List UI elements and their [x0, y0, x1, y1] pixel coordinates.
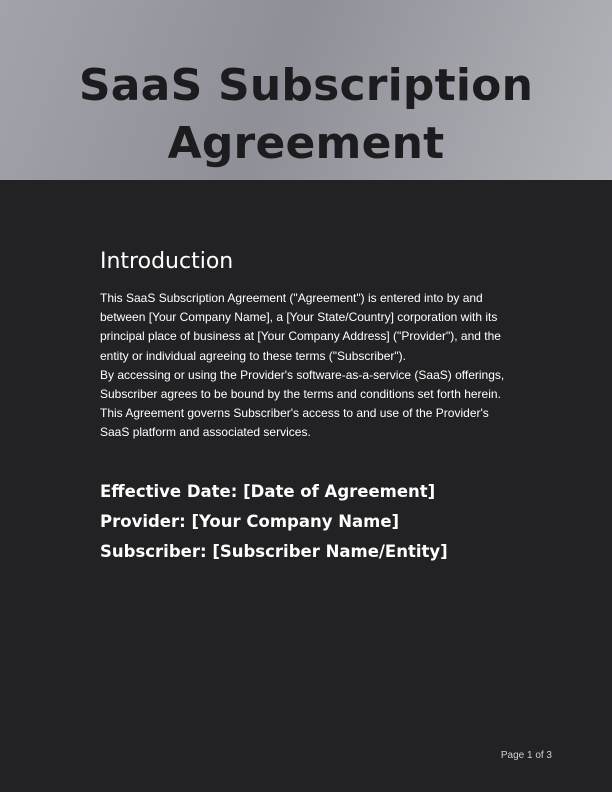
introduction-paragraph-2: By accessing or using the Provider's software-as-a-service (SaaS) offerings, Subscriber agrees to be bound by the terms and conditions set forth herein. This Agreement governs Subscriber's access to and use of the Provider's SaaS platform and associated services.: [100, 367, 505, 440]
subscriber-name: Subscriber: [Subscriber Name/Entity]: [100, 541, 448, 561]
introduction-paragraph-1: This SaaS Subscription Agreement ("Agreement") is entered into by and between [Your Company Name], a [Your State/Country] corporation with its principal place of business at [Your Company Address] ("Provider"), and the entity or individual agreeing to these terms ("Subscriber").: [100, 291, 501, 363]
provider-name: Provider: [Your Company Name]: [100, 511, 400, 531]
document-title: [0, 57, 612, 173]
document-body: [100, 246, 520, 567]
agreement-details: [100, 477, 520, 567]
effective-date: Effective Date: [Date of Agreement]: [100, 481, 436, 501]
section-heading-introduction: Introduction: [100, 249, 234, 274]
document-title-line-2: Agreement: [167, 118, 445, 169]
document-title-line-1: SaaS Subscription: [78, 60, 534, 111]
title-banner: [0, 0, 612, 180]
page-number: Page 1 of 3: [500, 750, 552, 761]
